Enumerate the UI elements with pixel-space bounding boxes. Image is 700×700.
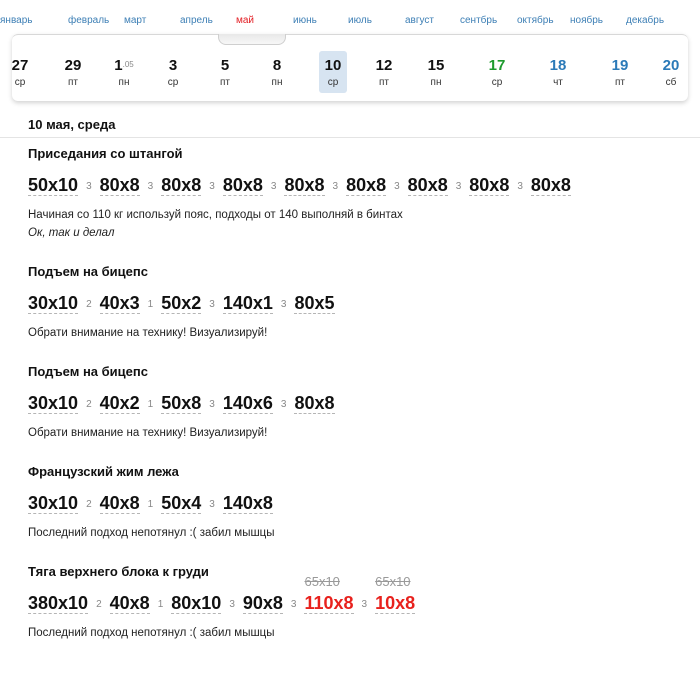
rest-minutes: 3 [270, 181, 277, 192]
exercise-title: Французский жим лежа [28, 464, 179, 479]
set-value[interactable]: 140x8 [222, 493, 273, 513]
set-value[interactable]: 140x1 [222, 293, 273, 313]
day-cell[interactable] [606, 51, 634, 93]
exercise-block [28, 264, 335, 339]
day-number: 29 [64, 57, 82, 74]
day-cell[interactable] [319, 51, 347, 93]
set-list [28, 493, 275, 523]
set-value[interactable]: 80x8 [294, 393, 335, 413]
exercise-block [28, 146, 571, 239]
rest-minutes: 1 [147, 499, 154, 510]
exercise-block [28, 364, 335, 439]
exercise-note: Обрати внимание на технику! Визуализируй! [28, 327, 268, 339]
rest-minutes: 2 [86, 499, 92, 510]
day-cell[interactable] [59, 51, 87, 93]
rest-minutes: 3 [209, 499, 215, 510]
rest-minutes: 3 [86, 181, 92, 192]
set-value[interactable]: 90x8 [242, 593, 283, 613]
set-value[interactable]: 30x10 [28, 293, 79, 313]
set-value[interactable]: 80x10 [171, 593, 222, 613]
day-cell[interactable] [110, 51, 138, 93]
day-number: 12 [375, 57, 393, 74]
exercise-title: Тяга верхнего блока к груди [28, 564, 209, 579]
set-value[interactable]: 40x8 [109, 593, 150, 613]
weekday-label: сб [665, 77, 677, 88]
day-number: 17 [488, 57, 506, 74]
weekday-label: пт [379, 77, 389, 88]
rest-minutes: 1 [147, 399, 154, 410]
weekday-label: пт [68, 77, 78, 88]
set-value[interactable]: 50x2 [161, 293, 202, 313]
set-value[interactable]: 40x8 [99, 493, 140, 513]
rest-minutes: 3 [332, 181, 339, 192]
weekday-label: чт [553, 77, 563, 88]
exercise-note: Обрати внимание на технику! Визуализируй! [28, 427, 268, 439]
set-value[interactable]: 80x8 [284, 175, 325, 195]
rest-minutes: 3 [517, 181, 523, 192]
day-number: 10 [324, 57, 342, 74]
day-cell[interactable] [6, 51, 34, 93]
planned-value: 65x10 [375, 574, 411, 589]
month-link[interactable]: май [236, 15, 255, 26]
weekday-label: пн [118, 77, 130, 88]
set-list [28, 293, 335, 323]
day-cell[interactable] [422, 51, 450, 93]
set-value[interactable]: 80x5 [294, 293, 335, 313]
day-cell[interactable] [370, 51, 398, 93]
set-value[interactable]: 80x8 [407, 175, 448, 195]
strip-scroll-handle[interactable] [218, 34, 286, 45]
day-number: 18 [549, 57, 567, 74]
set-value[interactable]: 140x6 [222, 393, 273, 413]
day-number: 19 [611, 57, 629, 74]
exercise-note: Последний подход непотянул :( забил мышцы [28, 627, 275, 639]
month-link[interactable]: январь [0, 15, 33, 26]
exercise-block [28, 464, 275, 539]
set-value[interactable]: 50x10 [28, 175, 79, 195]
exercise-note: Начиная со 110 кг используй пояс, подходы от 140 выполняй в бинтах [28, 209, 403, 221]
set-list [28, 393, 335, 423]
day-number: 15 [427, 57, 445, 74]
rest-minutes: 3 [290, 599, 297, 610]
rest-minutes: 3 [209, 299, 215, 310]
day-number: 8 [272, 57, 282, 74]
set-value[interactable]: 80x8 [99, 175, 140, 195]
month-marker: .05 [122, 60, 134, 69]
weekday-label: ср [167, 77, 179, 88]
set-list [28, 574, 416, 623]
set-value[interactable]: 40x2 [99, 393, 140, 413]
set-value[interactable]: 110x8 65x10 [304, 574, 354, 613]
day-cell[interactable] [657, 51, 685, 93]
month-link[interactable]: ноябрь [570, 15, 603, 26]
day-cell[interactable] [544, 51, 572, 93]
weekday-label: ср [491, 77, 503, 88]
exercise-note: Последний подход непотянул :( забил мышцы [28, 527, 275, 539]
weekday-label: ср [327, 77, 339, 88]
set-value[interactable]: 80x8 [222, 175, 263, 195]
day-cell[interactable] [483, 51, 511, 93]
rest-minutes: 3 [209, 181, 215, 192]
rest-minutes: 3 [455, 181, 462, 192]
set-list [28, 175, 571, 205]
weekday-label: ср [14, 77, 26, 88]
rest-minutes: 2 [86, 399, 92, 410]
weekday-label: пт [615, 77, 625, 88]
rest-minutes: 2 [86, 299, 92, 310]
rest-minutes: 3 [280, 399, 287, 410]
set-value[interactable]: 10x8 65x10 [375, 574, 416, 613]
set-value[interactable]: 50x8 [161, 393, 202, 413]
set-value[interactable]: 40x3 [99, 293, 140, 313]
divider [0, 137, 700, 138]
rest-minutes: 3 [209, 399, 215, 410]
rest-minutes: 3 [280, 299, 287, 310]
month-link[interactable]: декабрь [626, 15, 665, 26]
day-cell[interactable] [159, 51, 187, 93]
rest-minutes: 1 [147, 299, 154, 310]
exercise-title: Приседания со штангой [28, 146, 183, 161]
month-link[interactable]: октябрь [517, 15, 554, 26]
month-link[interactable]: август [405, 15, 434, 26]
rest-minutes: 3 [147, 181, 154, 192]
day-number: 3 [168, 57, 178, 74]
exercise-comment: Ок, так и делал [28, 227, 115, 239]
month-link[interactable]: февраль [68, 15, 110, 26]
rest-minutes: 3 [229, 599, 235, 610]
day-number: 20 [662, 57, 680, 74]
set-value[interactable]: 380x10 [28, 593, 89, 613]
month-link[interactable]: июль [348, 15, 372, 26]
set-value[interactable]: 50x4 [161, 493, 202, 513]
day-cell[interactable] [263, 51, 291, 93]
month-bar [0, 15, 700, 31]
weekday-label: пн [430, 77, 442, 88]
set-value[interactable]: 30x10 [28, 393, 79, 413]
planned-value: 65x10 [304, 574, 340, 589]
exercise-title: Подъем на бицепс [28, 364, 148, 379]
day-number: 27 [11, 57, 29, 74]
month-link[interactable]: март [124, 15, 147, 26]
day-cell[interactable] [211, 51, 239, 93]
rest-minutes: 2 [96, 599, 102, 610]
set-value[interactable]: 80x8 [161, 175, 202, 195]
date-heading: 10 мая, среда [28, 117, 116, 132]
rest-minutes: 3 [361, 599, 368, 610]
day-number: 5 [220, 57, 230, 74]
set-value[interactable]: 80x8 [530, 175, 571, 195]
day-number: $1^{.05}$ [114, 57, 134, 74]
rest-minutes: 3 [394, 181, 400, 192]
month-link[interactable]: апрель [180, 15, 213, 26]
set-value[interactable]: 80x8 [346, 175, 387, 195]
month-link[interactable]: сентбрь [460, 15, 498, 26]
rest-minutes: 1 [157, 599, 164, 610]
set-value[interactable]: 30x10 [28, 493, 79, 513]
exercise-title: Подъем на бицепс [28, 264, 148, 279]
weekday-label: пт [220, 77, 230, 88]
month-link[interactable]: июнь [293, 15, 317, 26]
weekday-label: пн [271, 77, 283, 88]
set-value[interactable]: 80x8 [469, 175, 510, 195]
exercise-block [28, 564, 415, 639]
